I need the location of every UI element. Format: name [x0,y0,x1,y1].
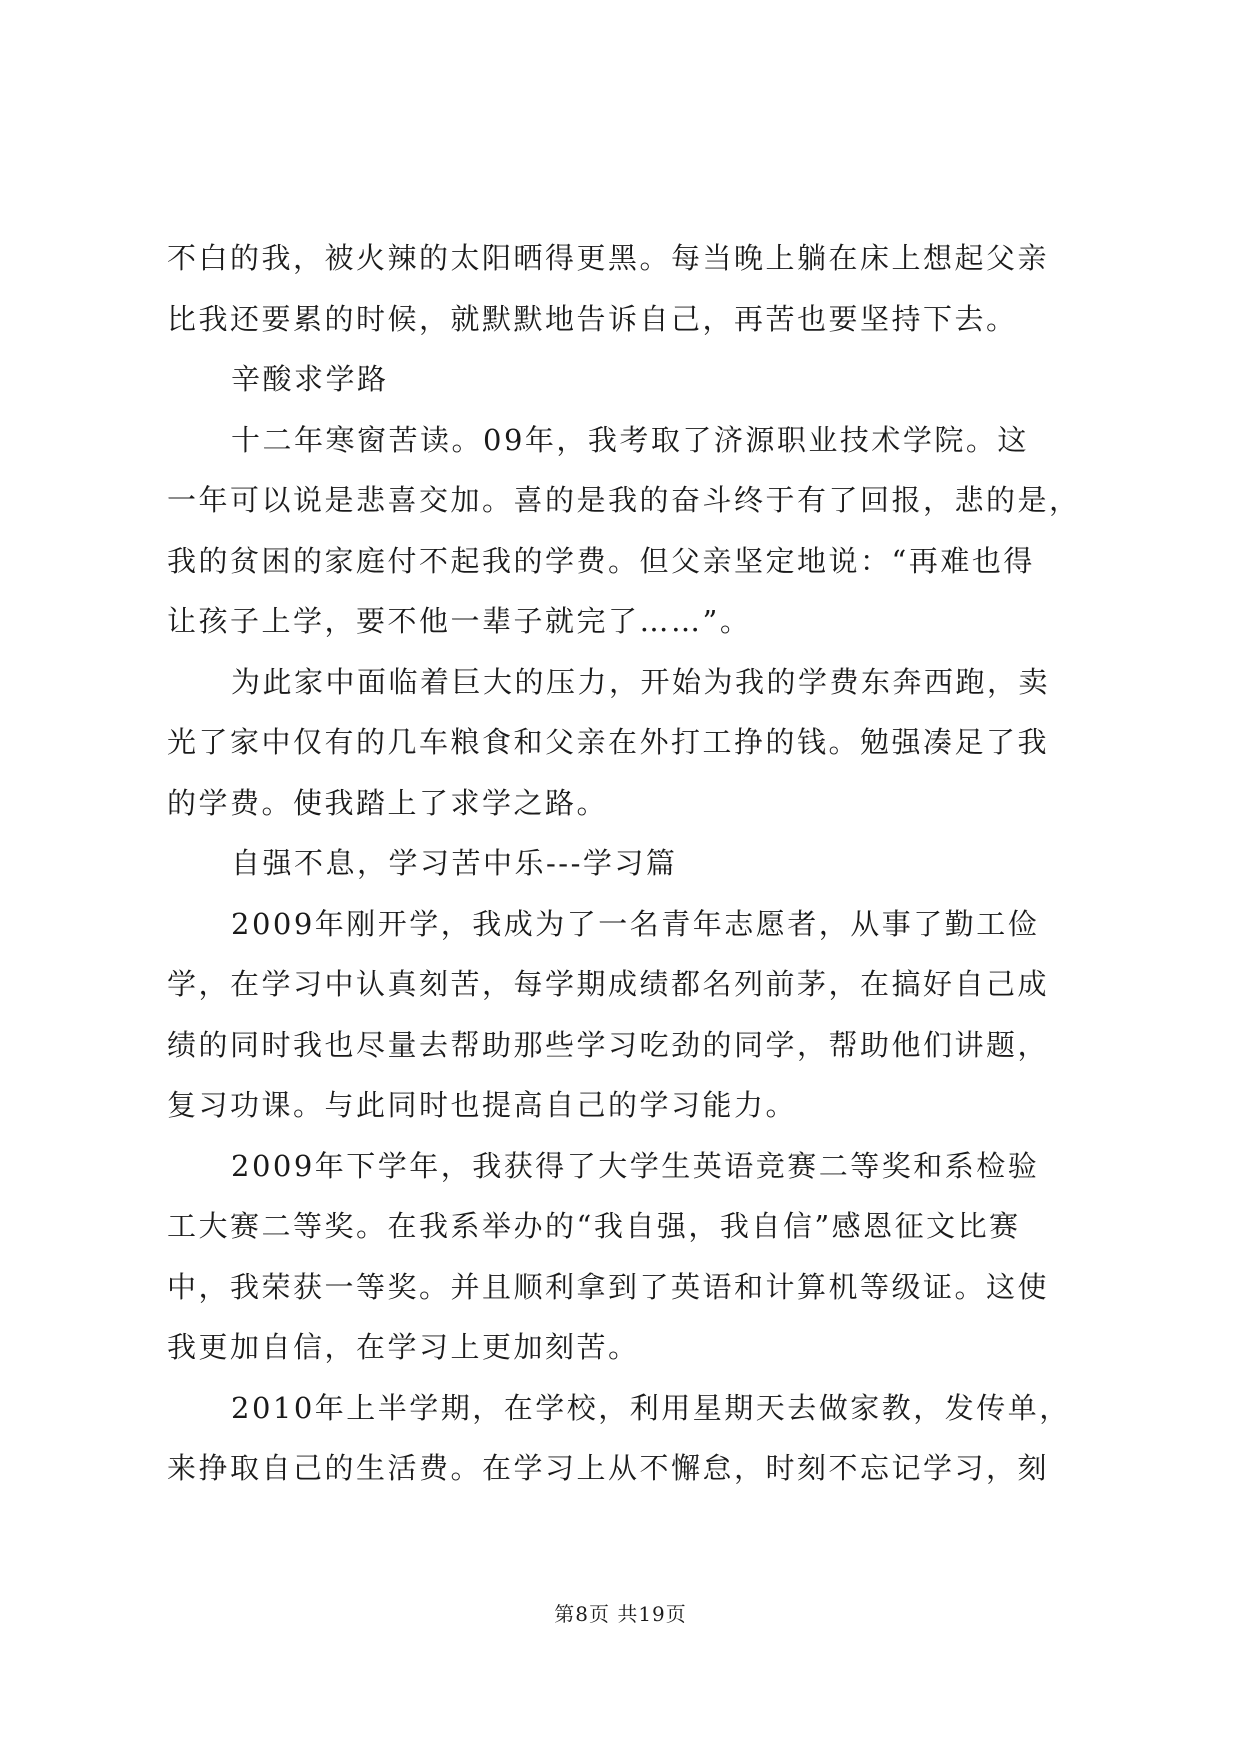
body-line: 为此家中面临着巨大的压力，开始为我的学费东奔西跑，卖 [231,664,1051,699]
section-heading: 自强不息，学习苦中乐---学习篇 [231,846,678,880]
body-line: 不白的我，被火辣的太阳晒得更黑。每当晚上躺在床上想起父亲 [167,241,1050,275]
page-footer: 第8页 共19页 [554,1602,687,1626]
body-line: 绩的同时我也尽量去帮助那些学习吃劲的同学，帮助他们讲题， [167,1027,1050,1062]
body-line: 光了家中仅有的几车粮食和父亲在外打工挣的钱。勉强凑足了我 [167,725,1050,759]
body-line: 我更加自信，在学习上更加刻苦。 [167,1330,640,1364]
body-line: 让孩子上学，要不他一辈子就完了……”。 [167,604,752,638]
document-body [167,228,1087,1499]
body-line: 的学费。使我踏上了求学之路。 [167,785,609,820]
body-line: 我的贫困的家庭付不起我的学费。但父亲坚定地说：“再难也得 [167,543,1035,578]
section-heading: 辛酸求学路 [231,362,389,396]
body-line: 一年可以说是悲喜交加。喜的是我的奋斗终于有了回报，悲的是， [167,483,1081,517]
body-line: 工大赛二等奖。在我系举办的“我自强，我自信”感恩征文比赛 [167,1209,1021,1243]
body-line: 2010年上半学期，在学校，利用星期天去做家教，发传单， [231,1390,1071,1425]
body-line: 十二年寒窗苦读。09年，我考取了济源职业技术学院。这 [231,422,1029,457]
body-line: 比我还要累的时候，就默默地告诉自己，再苦也要坚持下去。 [167,301,1018,336]
body-line: 来挣取自己的生活费。在学习上从不懈怠，时刻不忘记学习，刻 [167,1451,1050,1485]
body-line: 2009年下学年，我获得了大学生英语竞赛二等奖和系检验 [231,1148,1040,1183]
body-line: 中，我荣获一等奖。并且顺利拿到了英语和计算机等级证。这使 [167,1269,1050,1304]
body-line: 2009年刚开学，我成为了一名青年志愿者，从事了勤工俭 [231,906,1040,941]
body-line: 复习功课。与此同时也提高自己的学习能力。 [167,1088,798,1122]
body-line: 学，在学习中认真刻苦，每学期成绩都名列前茅，在搞好自己成 [167,967,1050,1001]
